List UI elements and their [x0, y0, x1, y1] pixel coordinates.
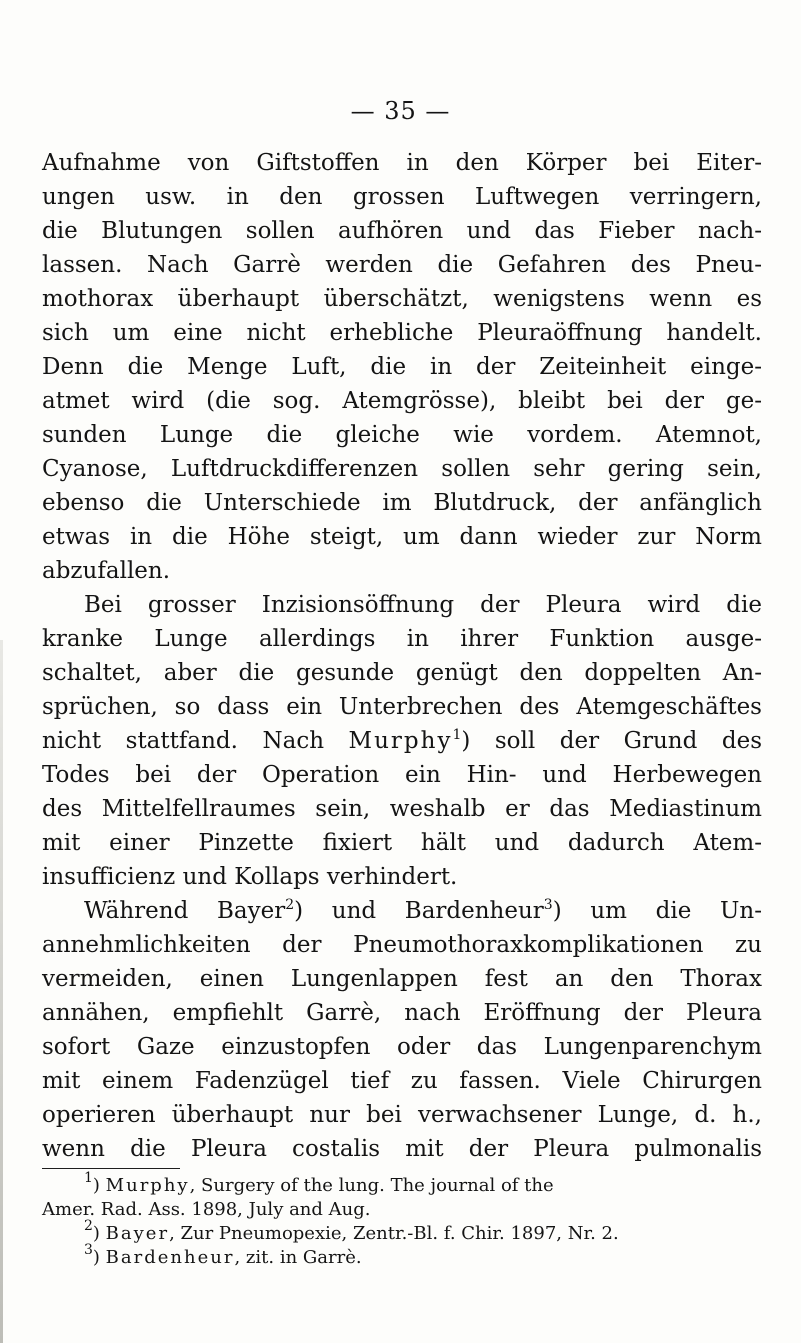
footnote-text: , Zur Pneumopexie, Zentr.-Bl. f. Chir. 1897, Nr. 2. — [169, 1223, 619, 1244]
text-line: ungen usw. in den grossen Luftwegen verringern, — [42, 184, 762, 210]
text-run: ) soll der Grund des — [461, 728, 762, 754]
text-line: atmet wird (die sog. Atemgrösse), bleibt bei der ge- — [42, 388, 762, 414]
author-name: Bayer — [105, 1223, 170, 1244]
text-line: mothorax überhaupt überschätzt, wenigstens wenn es — [42, 286, 762, 312]
text-line: Bei grosser Inzisionsöffnung der Pleura wird die — [84, 592, 762, 618]
text-line: sich um eine nicht erhebliche Pleuraöffnung handelt. — [42, 320, 762, 346]
text-line: annehmlichkeiten der Pneumothoraxkomplikationen zu — [42, 932, 762, 958]
text-line: operieren überhaupt nur bei verwachsener Lunge, d. h., — [42, 1102, 762, 1128]
text-line: lassen. Nach Garrè werden die Gefahren des Pneu- — [42, 252, 762, 278]
text-line: sunden Lunge die gleiche wie vordem. Atemnot, — [42, 422, 762, 448]
text-line: ebenso die Unterschiede im Blutdruck, der anfänglich — [42, 490, 762, 516]
footnote-mark: 1 — [84, 1170, 93, 1186]
author-name: Murphy — [105, 1175, 190, 1196]
text-line: wenn die Pleura costalis mit der Pleura pulmonalis — [42, 1136, 762, 1162]
footnote-ref: 2 — [285, 897, 295, 913]
footnote-text: , zit. in Garrè. — [234, 1247, 362, 1268]
page-edge-shadow — [0, 640, 3, 1343]
text-line: vermeiden, einen Lungenlappen fest an den Thorax — [42, 966, 762, 992]
footnote-mark: 2 — [84, 1218, 93, 1234]
text-line — [42, 724, 762, 758]
text-line: abzufallen. — [42, 558, 171, 584]
footnote-2: $^2$) Bayer, Zur Pneumopexie, Zentr.-Bl. f. Chir. 1897, Nr. 2. — [84, 1218, 619, 1244]
text-line: Aufnahme von Giftstoffen in den Körper bei Eiter- — [42, 150, 762, 176]
footnote-3: $^3$) Bardenheur, zit. in Garrè. — [84, 1242, 362, 1268]
author-name: Murphy — [348, 728, 453, 754]
text-line: des Mittelfellraumes sein, weshalb er das Mediastinum — [42, 796, 762, 822]
text-line: Denn die Menge Luft, die in der Zeiteinheit einge- — [42, 354, 762, 380]
text-line: schaltet, aber die gesunde genügt den doppelten An- — [42, 660, 762, 686]
text-line: mit einer Pinzette fixiert hält und dadurch Atem- — [42, 830, 762, 856]
text-line: insufficienz und Kollaps verhindert. — [42, 864, 458, 890]
text-line: sofort Gaze einzustopfen oder das Lungenparenchym — [42, 1034, 762, 1060]
footnote-text: , Surgery of the lung. The journal of the — [189, 1175, 554, 1196]
author-name: Bardenheur — [105, 1247, 235, 1268]
footnote-divider — [42, 1168, 180, 1169]
text-run: Während Bayer — [84, 898, 286, 924]
text-line: mit einem Fadenzügel tief zu fassen. Viele Chirurgen — [42, 1068, 762, 1094]
page-number: — 35 — — [350, 97, 451, 125]
text-line: Cyanose, Luftdruckdifferenzen sollen sehr gering sein, — [42, 456, 762, 482]
footnote-1-continued: Amer. Rad. Ass. 1898, July and Aug. — [42, 1199, 371, 1220]
text-run: ) um die Un- — [552, 898, 763, 924]
text-run: nicht stattfand. Nach — [42, 728, 325, 754]
text-line: Todes bei der Operation ein Hin- und Herbewegen — [42, 762, 762, 788]
footnote-1: $^1$) Murphy, Surgery of the lung. The journal of the — [84, 1170, 554, 1196]
footnote-ref: 3 — [543, 897, 553, 913]
text-run: ) und Bardenheur — [294, 898, 544, 924]
footnote-mark: 3 — [84, 1242, 93, 1258]
text-line — [84, 894, 762, 928]
text-line: die Blutungen sollen aufhören und das Fieber nach- — [42, 218, 762, 244]
text-line: etwas in die Höhe steigt, um dann wieder zur Norm — [42, 524, 762, 550]
footnote-ref: 1 — [452, 727, 462, 743]
text-line: annähen, empfiehlt Garrè, nach Eröffnung der Pleura — [42, 1000, 762, 1026]
text-line: kranke Lunge allerdings in ihrer Funktion ausge- — [42, 626, 762, 652]
text-line: sprüchen, so dass ein Unterbrechen des Atemgeschäftes — [42, 694, 762, 720]
